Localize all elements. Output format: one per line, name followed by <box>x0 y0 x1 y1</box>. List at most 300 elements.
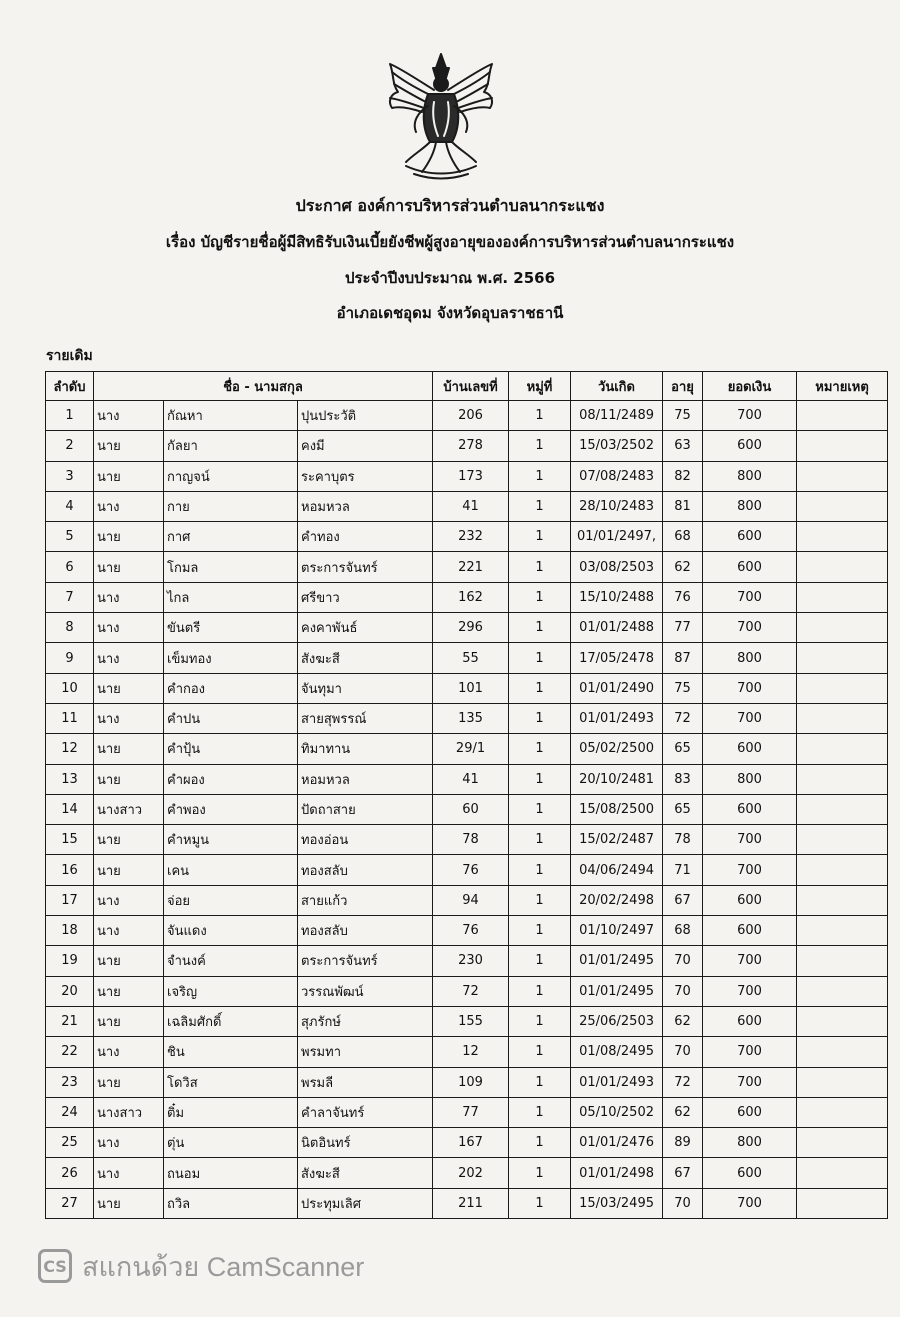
cell-first: ขันตรี <box>164 613 298 643</box>
cell-dob: 01/01/2495 <box>571 946 663 976</box>
cell-no: 11 <box>46 703 94 733</box>
table-row <box>46 764 888 794</box>
cell-note <box>797 946 888 976</box>
cell-dob: 01/01/2497, <box>571 522 663 552</box>
cell-no: 7 <box>46 582 94 612</box>
cell-note <box>797 401 888 431</box>
cell-first: คำปุ้น <box>164 734 298 764</box>
cell-amount: 600 <box>703 794 797 824</box>
cell-amount: 700 <box>703 673 797 703</box>
cell-moo: 1 <box>509 431 571 461</box>
cell-dob: 01/01/2493 <box>571 1067 663 1097</box>
cell-note <box>797 1128 888 1158</box>
cell-note <box>797 764 888 794</box>
cell-first: เคน <box>164 855 298 885</box>
cell-last: คำลาจันทร์ <box>298 1097 433 1127</box>
cell-amount: 700 <box>703 825 797 855</box>
cell-first: กาศ <box>164 522 298 552</box>
cell-first: คำปน <box>164 703 298 733</box>
table-row <box>46 916 888 946</box>
col-header-house: บ้านเลขที่ <box>433 372 509 401</box>
cell-amount: 800 <box>703 461 797 491</box>
cell-no: 13 <box>46 764 94 794</box>
cell-house: 101 <box>433 673 509 703</box>
cell-house: 72 <box>433 976 509 1006</box>
cell-no: 24 <box>46 1097 94 1127</box>
cell-note <box>797 552 888 582</box>
cell-age: 89 <box>663 1128 703 1158</box>
cell-first: ถวิล <box>164 1188 298 1218</box>
cell-first: จำนงค์ <box>164 946 298 976</box>
cell-age: 70 <box>663 946 703 976</box>
col-header-age: อายุ <box>663 372 703 401</box>
cell-amount: 700 <box>703 582 797 612</box>
cell-title: นาง <box>94 1037 164 1067</box>
camscanner-text: สแกนด้วย CamScanner <box>82 1251 365 1282</box>
cell-age: 77 <box>663 613 703 643</box>
cell-title: นาง <box>94 703 164 733</box>
cell-last: ตระการจันทร์ <box>298 552 433 582</box>
cell-title: นาง <box>94 643 164 673</box>
cell-last: พรมทา <box>298 1037 433 1067</box>
cell-last: วรรณพัฒน์ <box>298 976 433 1006</box>
cell-note <box>797 1037 888 1067</box>
cell-first: โดวิส <box>164 1067 298 1097</box>
cell-last: ทองอ่อน <box>298 825 433 855</box>
cell-title: นาย <box>94 431 164 461</box>
cell-first: คำหมูน <box>164 825 298 855</box>
cell-dob: 01/01/2476 <box>571 1128 663 1158</box>
cell-no: 9 <box>46 643 94 673</box>
col-header-amount: ยอดเงิน <box>703 372 797 401</box>
cell-house: 77 <box>433 1097 509 1127</box>
fiscal-year: ประจำปีงบประมาณ พ.ศ. 2566 <box>344 269 556 287</box>
table-row <box>46 491 888 521</box>
cell-house: 173 <box>433 461 509 491</box>
cell-dob: 15/02/2487 <box>571 825 663 855</box>
cell-no: 19 <box>46 946 94 976</box>
cell-first: เฉลิมศักดิ์ <box>164 1006 298 1036</box>
cell-last: ทองสลับ <box>298 855 433 885</box>
announcement-subject: เรื่อง บัญชีรายชื่อผู้มีสิทธิรับเงินเบี้ยยังชีพผู้สูงอายุขององค์การบริหารส่วนตำบลนากระแชง <box>165 233 735 251</box>
beneficiary-table <box>45 371 888 1219</box>
cell-note <box>797 734 888 764</box>
table-row <box>46 643 888 673</box>
cell-note <box>797 916 888 946</box>
cell-first: เจริญ <box>164 976 298 1006</box>
cell-first: เข็มทอง <box>164 643 298 673</box>
cell-last: คงมี <box>298 431 433 461</box>
cell-amount: 600 <box>703 916 797 946</box>
cell-age: 78 <box>663 825 703 855</box>
cell-title: นาย <box>94 461 164 491</box>
cell-first: คำพอง <box>164 794 298 824</box>
cell-age: 72 <box>663 1067 703 1097</box>
cell-no: 15 <box>46 825 94 855</box>
cell-last: ประทุมเลิศ <box>298 1188 433 1218</box>
cell-no: 5 <box>46 522 94 552</box>
cell-last: สังฆะสี <box>298 643 433 673</box>
table-row <box>46 1067 888 1097</box>
cell-age: 62 <box>663 1097 703 1127</box>
cell-dob: 15/10/2488 <box>571 582 663 612</box>
cell-amount: 800 <box>703 764 797 794</box>
col-header-no: ลำดับ <box>46 372 94 401</box>
cell-dob: 03/08/2503 <box>571 552 663 582</box>
cell-age: 71 <box>663 855 703 885</box>
cell-house: 202 <box>433 1158 509 1188</box>
cell-house: 60 <box>433 794 509 824</box>
cell-title: นาย <box>94 764 164 794</box>
cell-first: กัลยา <box>164 431 298 461</box>
cell-moo: 1 <box>509 1067 571 1097</box>
cell-note <box>797 1158 888 1188</box>
cell-note <box>797 885 888 915</box>
cell-house: 296 <box>433 613 509 643</box>
cell-no: 3 <box>46 461 94 491</box>
cell-moo: 1 <box>509 522 571 552</box>
cell-moo: 1 <box>509 461 571 491</box>
cell-title: นาย <box>94 522 164 552</box>
cell-first: ถนอม <box>164 1158 298 1188</box>
cell-note <box>797 1097 888 1127</box>
cell-house: 206 <box>433 401 509 431</box>
cell-age: 65 <box>663 734 703 764</box>
cell-last: สายสุพรรณ์ <box>298 703 433 733</box>
cell-first: จ่อย <box>164 885 298 915</box>
cell-note <box>797 794 888 824</box>
cell-moo: 1 <box>509 976 571 1006</box>
cell-last: คำทอง <box>298 522 433 552</box>
cell-last: หอมหวล <box>298 491 433 521</box>
cell-amount: 700 <box>703 946 797 976</box>
cell-no: 25 <box>46 1128 94 1158</box>
table-row <box>46 1158 888 1188</box>
table-row <box>46 976 888 1006</box>
cell-moo: 1 <box>509 673 571 703</box>
table-row <box>46 734 888 764</box>
cell-dob: 07/08/2483 <box>571 461 663 491</box>
cell-note <box>797 522 888 552</box>
cell-amount: 700 <box>703 1067 797 1097</box>
cell-dob: 04/06/2494 <box>571 855 663 885</box>
cell-moo: 1 <box>509 1097 571 1127</box>
cell-note <box>797 461 888 491</box>
cell-moo: 1 <box>509 885 571 915</box>
cell-dob: 05/10/2502 <box>571 1097 663 1127</box>
cell-first: กาญจน์ <box>164 461 298 491</box>
cell-amount: 600 <box>703 1006 797 1036</box>
table-row <box>46 673 888 703</box>
cell-amount: 700 <box>703 976 797 1006</box>
cell-moo: 1 <box>509 794 571 824</box>
cell-moo: 1 <box>509 613 571 643</box>
cell-title: นางสาว <box>94 794 164 824</box>
cell-moo: 1 <box>509 582 571 612</box>
cell-first: คำกอง <box>164 673 298 703</box>
table-header-row <box>46 372 888 401</box>
cell-first: ติ๋ม <box>164 1097 298 1127</box>
cell-amount: 700 <box>703 1188 797 1218</box>
cell-dob: 25/06/2503 <box>571 1006 663 1036</box>
cell-dob: 01/01/2495 <box>571 976 663 1006</box>
cell-no: 17 <box>46 885 94 915</box>
table-body <box>46 401 888 1219</box>
camscanner-watermark <box>38 1246 364 1286</box>
cell-house: 76 <box>433 916 509 946</box>
cell-title: นาง <box>94 885 164 915</box>
table-row <box>46 1128 888 1158</box>
cell-no: 20 <box>46 976 94 1006</box>
cell-house: 94 <box>433 885 509 915</box>
cell-age: 67 <box>663 885 703 915</box>
cell-moo: 1 <box>509 703 571 733</box>
cell-age: 81 <box>663 491 703 521</box>
cell-amount: 700 <box>703 613 797 643</box>
cell-house: 55 <box>433 643 509 673</box>
table-row <box>46 582 888 612</box>
cell-no: 26 <box>46 1158 94 1188</box>
cell-house: 41 <box>433 491 509 521</box>
cell-title: นาย <box>94 1067 164 1097</box>
cell-last: หอมหวล <box>298 764 433 794</box>
cell-last: ทิมาทาน <box>298 734 433 764</box>
cell-last: คงคาพันธ์ <box>298 613 433 643</box>
cell-dob: 15/03/2502 <box>571 431 663 461</box>
cell-first: คำผอง <box>164 764 298 794</box>
table-row <box>46 613 888 643</box>
cell-no: 21 <box>46 1006 94 1036</box>
table-row <box>46 946 888 976</box>
cell-first: กัณหา <box>164 401 298 431</box>
cell-amount: 600 <box>703 734 797 764</box>
table-row <box>46 1188 888 1218</box>
cell-title: นาง <box>94 613 164 643</box>
cell-house: 109 <box>433 1067 509 1097</box>
cell-amount: 600 <box>703 522 797 552</box>
cell-amount: 700 <box>703 703 797 733</box>
cell-title: นาย <box>94 734 164 764</box>
section-label: รายเดิม <box>46 348 93 364</box>
cell-title: นาย <box>94 1006 164 1036</box>
cell-amount: 700 <box>703 855 797 885</box>
cell-last: ปุนประวัติ <box>298 401 433 431</box>
cell-amount: 600 <box>703 552 797 582</box>
cell-dob: 20/02/2498 <box>571 885 663 915</box>
cell-house: 41 <box>433 764 509 794</box>
cell-note <box>797 1067 888 1097</box>
cell-no: 16 <box>46 855 94 885</box>
cell-house: 278 <box>433 431 509 461</box>
cell-moo: 1 <box>509 1006 571 1036</box>
cell-title: นาง <box>94 582 164 612</box>
table-row <box>46 401 888 431</box>
cell-last: สายแก้ว <box>298 885 433 915</box>
cell-no: 2 <box>46 431 94 461</box>
cell-moo: 1 <box>509 916 571 946</box>
cell-age: 68 <box>663 522 703 552</box>
cell-dob: 05/02/2500 <box>571 734 663 764</box>
table-row <box>46 461 888 491</box>
cell-last: จันทุมา <box>298 673 433 703</box>
cell-house: 230 <box>433 946 509 976</box>
cell-title: นาย <box>94 1188 164 1218</box>
table-row <box>46 1037 888 1067</box>
cell-house: 78 <box>433 825 509 855</box>
cell-moo: 1 <box>509 1188 571 1218</box>
cell-no: 12 <box>46 734 94 764</box>
cell-age: 75 <box>663 673 703 703</box>
cell-no: 4 <box>46 491 94 521</box>
cell-last: ระคาบุตร <box>298 461 433 491</box>
cell-last: สังฆะสี <box>298 1158 433 1188</box>
col-header-note: หมายเหตุ <box>797 372 888 401</box>
cell-moo: 1 <box>509 401 571 431</box>
cell-first: โกมล <box>164 552 298 582</box>
cell-no: 27 <box>46 1188 94 1218</box>
cell-age: 62 <box>663 552 703 582</box>
cell-note <box>797 1188 888 1218</box>
cell-house: 12 <box>433 1037 509 1067</box>
cell-dob: 01/01/2490 <box>571 673 663 703</box>
cell-note <box>797 491 888 521</box>
col-header-name: ชื่อ - นามสกุล <box>94 372 433 401</box>
cell-amount: 700 <box>703 1037 797 1067</box>
cell-last: ศรีขาว <box>298 582 433 612</box>
announcement-title: ประกาศ องค์การบริหารส่วนตำบลนากระแชง <box>295 196 605 215</box>
cell-age: 70 <box>663 976 703 1006</box>
cell-age: 72 <box>663 703 703 733</box>
cell-moo: 1 <box>509 855 571 885</box>
cell-house: 155 <box>433 1006 509 1036</box>
cell-dob: 01/01/2498 <box>571 1158 663 1188</box>
cell-no: 22 <box>46 1037 94 1067</box>
cell-last: พรมลี <box>298 1067 433 1097</box>
cell-amount: 600 <box>703 1097 797 1127</box>
cell-moo: 1 <box>509 1158 571 1188</box>
cell-no: 18 <box>46 916 94 946</box>
cell-amount: 800 <box>703 643 797 673</box>
cell-dob: 01/10/2497 <box>571 916 663 946</box>
cell-first: ตุ่น <box>164 1128 298 1158</box>
cell-amount: 700 <box>703 401 797 431</box>
cell-house: 232 <box>433 522 509 552</box>
cell-age: 70 <box>663 1188 703 1218</box>
table-row <box>46 522 888 552</box>
cell-dob: 20/10/2481 <box>571 764 663 794</box>
col-header-moo: หมู่ที่ <box>509 372 571 401</box>
cell-title: นาง <box>94 491 164 521</box>
table-row <box>46 431 888 461</box>
cell-moo: 1 <box>509 734 571 764</box>
cell-house: 135 <box>433 703 509 733</box>
cell-moo: 1 <box>509 946 571 976</box>
table-row <box>46 794 888 824</box>
table-row <box>46 1006 888 1036</box>
cell-no: 10 <box>46 673 94 703</box>
table-row <box>46 885 888 915</box>
cell-age: 87 <box>663 643 703 673</box>
cell-age: 82 <box>663 461 703 491</box>
cell-dob: 01/08/2495 <box>571 1037 663 1067</box>
table-row <box>46 1097 888 1127</box>
cell-last: นิตอินทร์ <box>298 1128 433 1158</box>
table-row <box>46 825 888 855</box>
cell-title: นาย <box>94 946 164 976</box>
cell-no: 1 <box>46 401 94 431</box>
cell-moo: 1 <box>509 491 571 521</box>
cell-first: จันแดง <box>164 916 298 946</box>
cell-first: ไกล <box>164 582 298 612</box>
garuda-emblem-icon <box>378 50 504 180</box>
cell-no: 14 <box>46 794 94 824</box>
cell-no: 6 <box>46 552 94 582</box>
cell-amount: 600 <box>703 885 797 915</box>
cell-house: 29/1 <box>433 734 509 764</box>
cell-moo: 1 <box>509 1037 571 1067</box>
table-row <box>46 855 888 885</box>
cell-age: 75 <box>663 401 703 431</box>
cell-last: ปัดถาสาย <box>298 794 433 824</box>
cell-moo: 1 <box>509 1128 571 1158</box>
cell-note <box>797 855 888 885</box>
cell-note <box>797 825 888 855</box>
cell-note <box>797 613 888 643</box>
cell-title: นาย <box>94 825 164 855</box>
cell-amount: 600 <box>703 431 797 461</box>
cell-note <box>797 673 888 703</box>
cell-note <box>797 703 888 733</box>
cell-title: นางสาว <box>94 1097 164 1127</box>
cell-house: 162 <box>433 582 509 612</box>
cell-age: 67 <box>663 1158 703 1188</box>
col-header-dob: วันเกิด <box>571 372 663 401</box>
cell-house: 221 <box>433 552 509 582</box>
cell-first: ชิน <box>164 1037 298 1067</box>
cell-moo: 1 <box>509 825 571 855</box>
cell-moo: 1 <box>509 643 571 673</box>
cell-dob: 15/08/2500 <box>571 794 663 824</box>
cell-house: 211 <box>433 1188 509 1218</box>
cell-amount: 600 <box>703 1158 797 1188</box>
cell-dob: 01/01/2493 <box>571 703 663 733</box>
cell-title: นาย <box>94 673 164 703</box>
cell-last: ตระการจันทร์ <box>298 946 433 976</box>
cell-first: กาย <box>164 491 298 521</box>
cell-last: สุภรักษ์ <box>298 1006 433 1036</box>
cell-dob: 08/11/2489 <box>571 401 663 431</box>
cell-age: 65 <box>663 794 703 824</box>
cell-title: นาง <box>94 1128 164 1158</box>
cell-dob: 17/05/2478 <box>571 643 663 673</box>
cell-title: นาย <box>94 855 164 885</box>
cell-dob: 01/01/2488 <box>571 613 663 643</box>
cell-note <box>797 1006 888 1036</box>
cell-title: นาง <box>94 1158 164 1188</box>
cell-age: 70 <box>663 1037 703 1067</box>
cell-no: 8 <box>46 613 94 643</box>
cell-note <box>797 582 888 612</box>
cell-note <box>797 976 888 1006</box>
cell-title: นาง <box>94 916 164 946</box>
camscanner-logo-icon: CS <box>38 1249 72 1283</box>
cell-moo: 1 <box>509 764 571 794</box>
cell-house: 167 <box>433 1128 509 1158</box>
cell-title: นาง <box>94 401 164 431</box>
cell-note <box>797 643 888 673</box>
cell-age: 62 <box>663 1006 703 1036</box>
cell-moo: 1 <box>509 552 571 582</box>
